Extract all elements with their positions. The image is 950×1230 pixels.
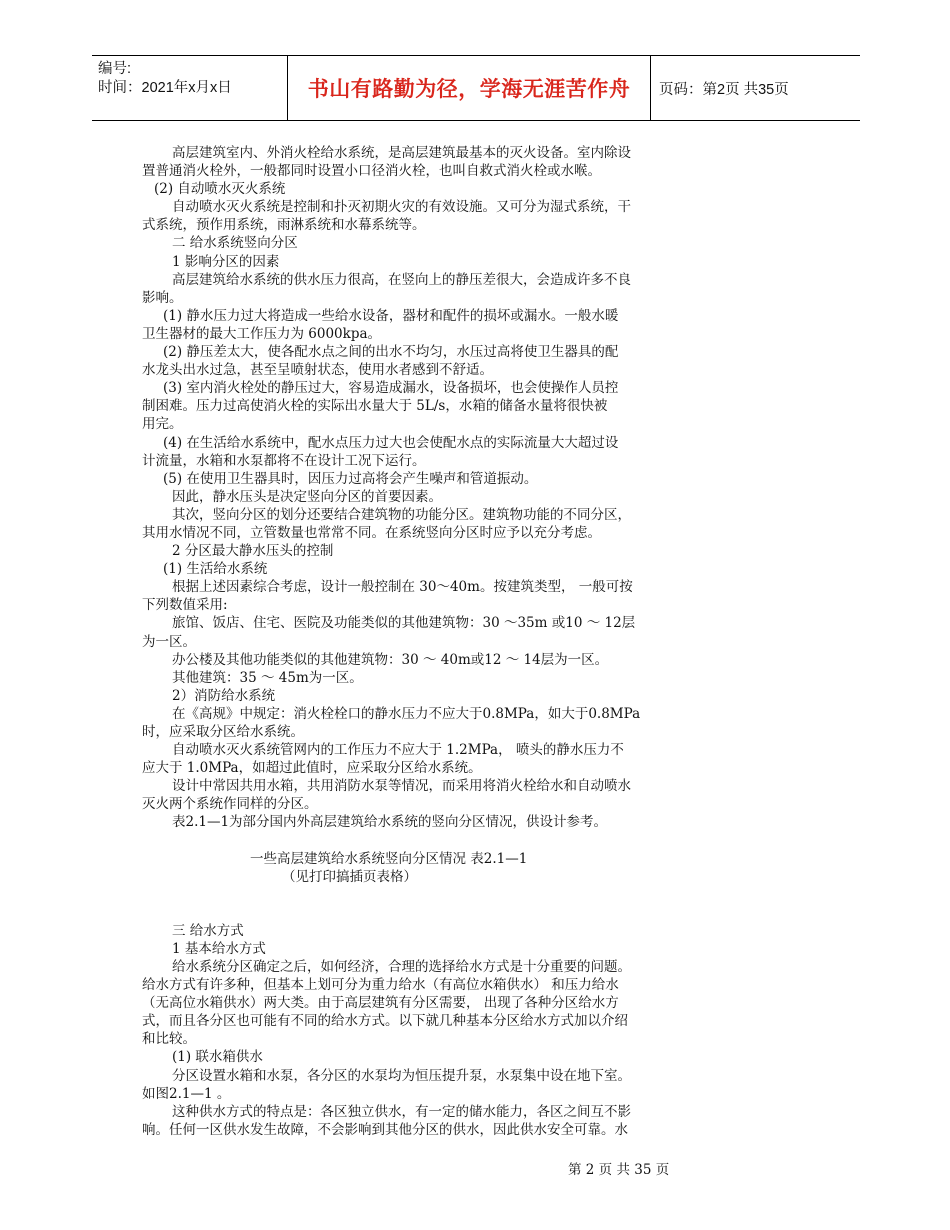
paragraph-line: 根据上述因素综合考虑，设计一般控制在 30～40m。按建筑类型， 一般可按 xyxy=(172,579,633,596)
paragraph-line: 表2.1—1为部分国内外高层建筑给水系统的竖向分区情况，供设计参考。 xyxy=(172,814,608,831)
footer-page-number: 第 2 页 共 35 页 xyxy=(568,1162,670,1178)
paragraph-line: 因此，静水压头是决定竖向分区的首要因素。 xyxy=(172,488,442,505)
paragraph-line: 自动喷水灭火系统是控制和扑灭初期火灾的有效设施。又可分为湿式系统，干 xyxy=(172,199,631,216)
paragraph-line: 自动喷水灭火系统管网内的工作压力不应大于 1.2MPa， 喷头的静水压力不 xyxy=(172,742,624,759)
header-page-cell xyxy=(651,56,860,120)
paragraph-line: 下列数值采用: xyxy=(142,597,228,614)
paragraph-line: 其用水情况不同，立管数量也常常不同。在系统竖向分区时应予以充分考虑。 xyxy=(142,524,601,541)
paragraph-line: 如图2.1—1 。 xyxy=(142,1085,231,1102)
section-heading: 2 分区最大静水压头的控制 xyxy=(172,543,334,560)
paragraph-line: 办公楼及其他功能类似的其他建筑物：30 ～ 40m或12 ～ 14层为一区。 xyxy=(172,651,609,668)
section-heading: 1 影响分区的因素 xyxy=(172,253,280,270)
paragraph-line: （无高位水箱供水）两大类。由于高层建筑有分区需要， 出现了各种分区给水方 xyxy=(142,995,619,1012)
paragraph-line: 置普通消火栓外，一般都同时设置小口径消火栓，也叫自救式消火栓或水喉。 xyxy=(142,163,601,180)
section-heading: 二 给水系统竖向分区 xyxy=(172,235,298,252)
paragraph-line: 计流量，水箱和水泵都将不在设计工况下运行。 xyxy=(142,452,426,469)
paragraph-line: 式系统，预作用系统，雨淋系统和水幕系统等。 xyxy=(142,217,426,234)
section-heading: 2）消防给水系统 xyxy=(172,687,276,704)
table-note: （见打印搞插页表格） xyxy=(282,868,417,885)
paragraph-line: 卫生器材的最大工作压力为 6000kpa。 xyxy=(142,325,382,342)
body-text xyxy=(142,144,722,1139)
section-heading: 1 基本给水方式 xyxy=(172,940,266,957)
list-item: (4) 在生活给水系统中，配水点压力过大也会使配水点的实际流量大大超过设 xyxy=(163,434,619,451)
paragraph-line: 在《高规》中规定：消火栓栓口的静水压力不应大于0.8MPa，如大于0.8MPa xyxy=(172,705,641,722)
section-heading: (1) 联水箱供水 xyxy=(172,1049,263,1066)
list-item: (3) 室内消火栓处的静压过大，容易造成漏水，设备损坏，也会使操作人员控 xyxy=(163,380,619,397)
paragraph-line: 高层建筑给水系统的供水压力很高，在竖向上的静压差很大，会造成许多不良 xyxy=(172,271,631,288)
paragraph-line: 和比较。 xyxy=(142,1031,196,1048)
paragraph-line: 给水方式有许多种，但基本上划可分为重力给水（有高位水箱供水） 和压力给水 xyxy=(142,977,619,994)
page-header xyxy=(92,55,860,121)
list-item: (5) 在使用卫生器具时，因压力过高将会产生噪声和管道振动。 xyxy=(163,470,538,487)
paragraph-line: 水龙头出水过急，甚至呈喷射状态，使用水者感到不舒适。 xyxy=(142,362,493,379)
paragraph-line: 其次，竖向分区的划分还要结合建筑物的功能分区。建筑物功能的不同分区， xyxy=(172,506,631,523)
paragraph-line: 为一区。 xyxy=(142,633,196,650)
paragraph-line: 应大于 1.0MPa，如超过此值时，应采取分区给水系统。 xyxy=(142,760,482,777)
paragraph-line: 式，而且各分区也可能有不同的给水方式。以下就几种基本分区给水方式加以介绍 xyxy=(142,1013,628,1030)
list-item: (2) 静压差太大，使各配水点之间的出水不均匀，水压过高将使卫生器具的配 xyxy=(163,344,619,361)
page-footer xyxy=(568,1158,669,1178)
section-heading: (2) 自动喷水灭火系统 xyxy=(154,181,286,198)
header-left-cell xyxy=(92,56,287,120)
section-heading: 三 给水方式 xyxy=(172,922,244,939)
paragraph-line: 影响。 xyxy=(142,289,183,306)
time-label: 时间：2021年x月x日 xyxy=(98,80,232,96)
paragraph-line: 时，应采取分区给水系统。 xyxy=(142,724,304,740)
paragraph-line: 给水系统分区确定之后，如何经济，合理的选择给水方式是十分重要的问题。 xyxy=(172,958,631,975)
paragraph-line: 高层建筑室内、外消火栓给水系统，是高层建筑最基本的灭火设备。室内除设 xyxy=(172,145,631,161)
number-label: 编号: xyxy=(98,61,132,77)
motto-text: 书山有路勤为径，学海无涯苦作舟 xyxy=(307,77,631,101)
paragraph-line: 制困难。压力过高使消火栓的实际出水量大于 5L/s，水箱的储备水量将很快被 xyxy=(142,398,608,415)
list-item: (1) 静水压力过大将造成一些给水设备，器材和配件的损坏或漏水。一般水暖 xyxy=(163,307,619,324)
paragraph-line: 旅馆、饭店、住宅、医院及功能类似的其他建筑物：30 ～35m 或10 ～ 12层 xyxy=(172,615,636,632)
paragraph-line: 用完。 xyxy=(142,416,183,433)
paragraph-line: 这种供水方式的特点是：各区独立供水，有一定的储水能力，各区之间互不影 xyxy=(172,1103,631,1120)
paragraph-line: 灭火两个系统作同样的分区。 xyxy=(142,796,318,813)
paragraph-line: 分区设置水箱和水泵，各分区的水泵均为恒压提升泵，水泵集中设在地下室。 xyxy=(172,1067,631,1084)
section-heading: (1) 生活给水系统 xyxy=(163,561,268,578)
paragraph-line: 其他建筑：35 ～ 45m为一区。 xyxy=(172,669,363,686)
paragraph-line: 响。任何一区供水发生故障，不会影响到其他分区的供水，因此供水安全可靠。水 xyxy=(142,1121,628,1138)
header-motto-cell xyxy=(287,56,651,120)
page-info: 页码：第2页 共35页 xyxy=(659,81,789,98)
paragraph-line: 设计中常因共用水箱，共用消防水泵等情况，而采用将消火栓给水和自动喷水 xyxy=(172,778,631,795)
table-caption: 一些高层建筑给水系统竖向分区情况 表2.1—1 xyxy=(250,850,528,867)
